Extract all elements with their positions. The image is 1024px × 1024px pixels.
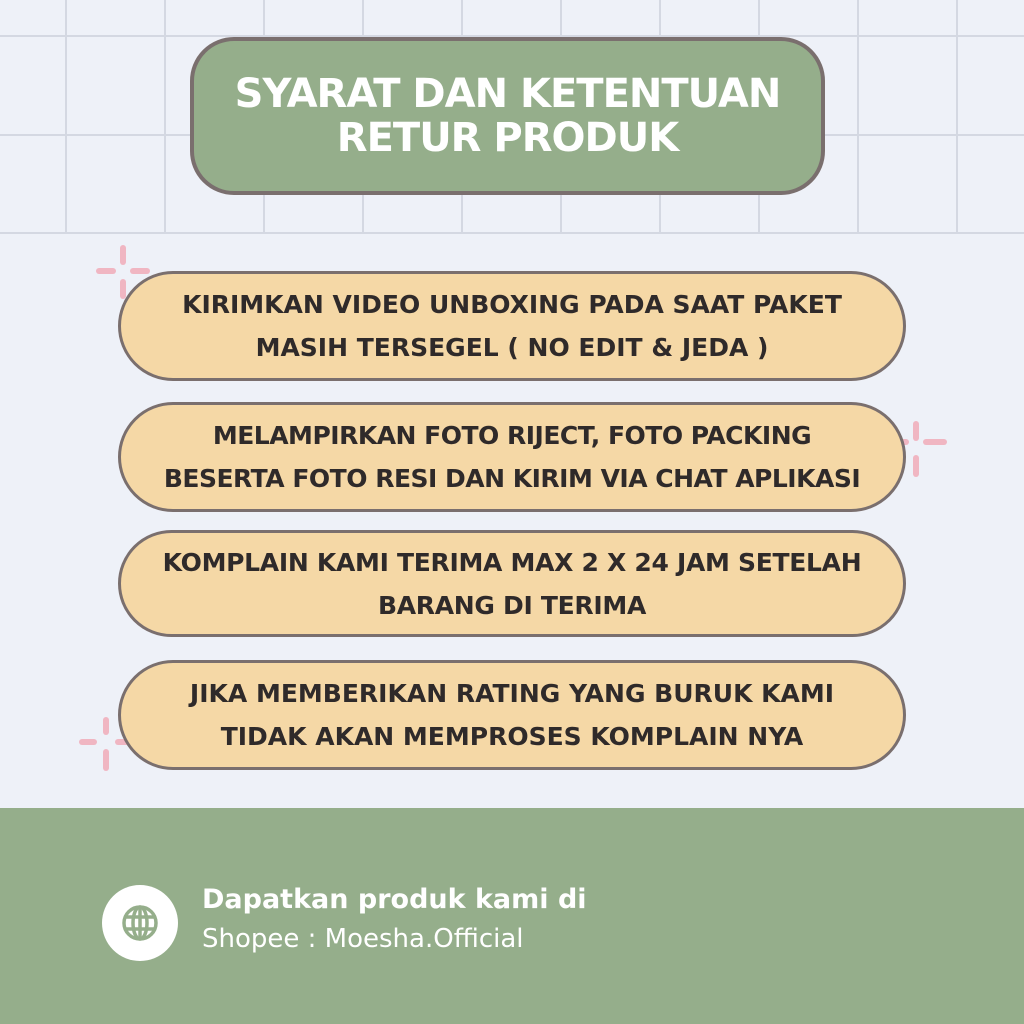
- rule-1-line-2: MASIH TERSEGEL ( NO EDIT & JEDA ): [255, 333, 769, 362]
- rule-item-2: [118, 402, 906, 512]
- title-line-2: RETUR PRODUK: [336, 115, 679, 161]
- rule-2-line-1: MELAMPIRKAN FOTO RIJECT, FOTO PACKING: [212, 421, 812, 450]
- rule-item-4: [118, 660, 906, 770]
- globe-icon: [102, 885, 178, 961]
- rule-2-line-2: BESERTA FOTO RESI DAN KIRIM VIA CHAT APLIKASI: [163, 464, 861, 493]
- rule-3-line-1: KOMPLAIN KAMI TERIMA MAX 2 X 24 JAM SETELAH: [162, 547, 862, 577]
- rule-3-line-2: BARANG DI TERIMA: [377, 590, 646, 620]
- rule-4-line-2: TIDAK AKAN MEMPROSES KOMPLAIN NYA: [220, 722, 804, 751]
- rule-4-line-1: JIKA MEMBERIKAN RATING YANG BURUK KAMI: [189, 679, 835, 708]
- footer-store-link[interactable]: Shopee : Moesha.Official: [202, 924, 524, 954]
- rule-1-line-1: KIRIMKAN VIDEO UNBOXING PADA SAAT PAKET: [182, 290, 842, 319]
- title-line-1: SYARAT DAN KETENTUAN: [234, 71, 781, 117]
- footer-heading: Dapatkan produk kami di: [202, 884, 587, 915]
- rule-item-3: [118, 530, 906, 637]
- page-title: [190, 37, 825, 195]
- rule-item-1: [118, 271, 906, 381]
